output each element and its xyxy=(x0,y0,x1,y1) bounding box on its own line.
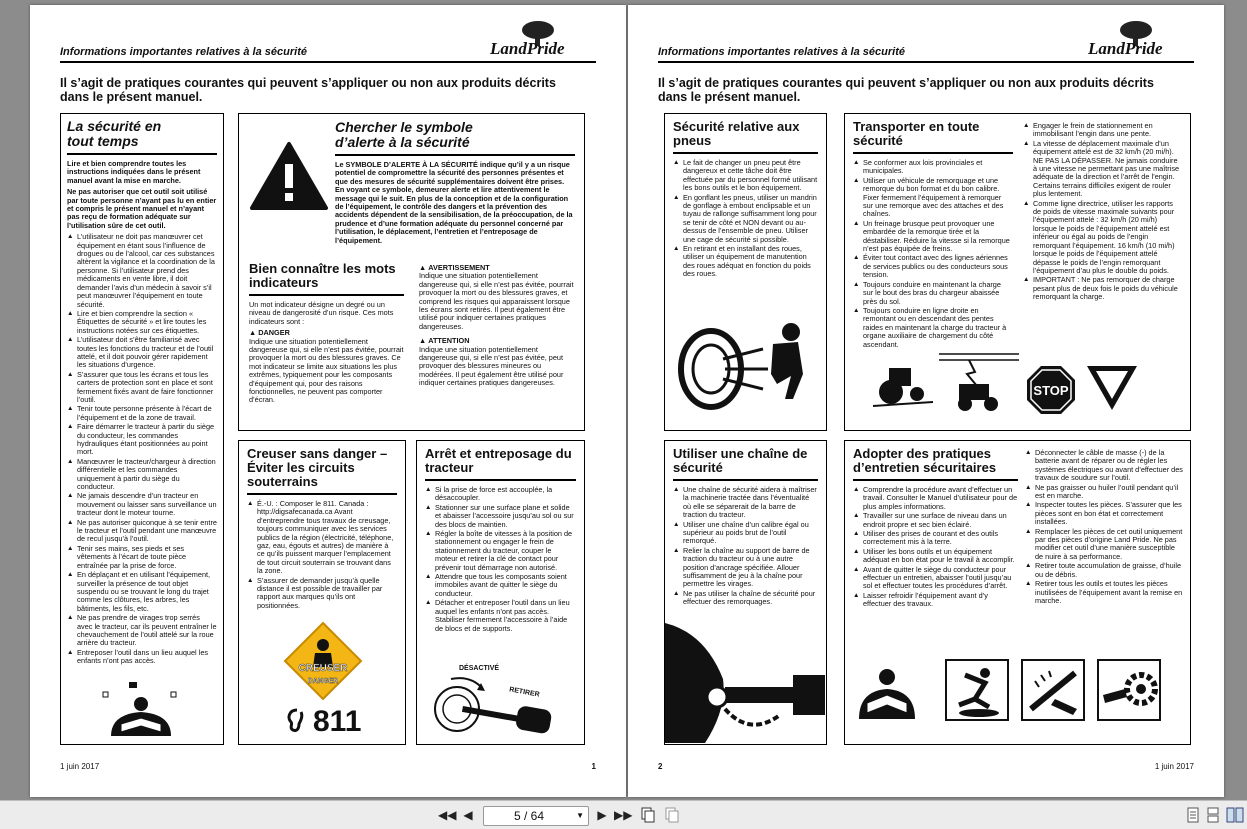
bullet-list xyxy=(1025,449,1185,605)
list-item: ▲ Si la prise de force est accouplée, la désaccoupler. xyxy=(425,486,576,503)
list-item: ▲ Avant de quitter le siège du conducteur pour effectuer un entretien, abaisser l’outil jusqu’au sol et effectuer toutes les procédures d’arrêt. xyxy=(853,566,1018,591)
two-page-layout-icon[interactable] xyxy=(1226,807,1244,823)
svg-text:LandPride: LandPride xyxy=(490,39,565,58)
double-page-view-icon[interactable] xyxy=(664,807,680,823)
list-item: ▲ Entreposer l’outil dans un lieu auquel les enfants n’ont pas accès. xyxy=(67,649,217,666)
list-item: ▲ Comprendre la procédure avant d’effectuer un travail. Consulter le Manuel d’utilisateur pour de plus amples informations. xyxy=(853,486,1018,511)
list-item: ▲ Éviter tout contact avec des lignes aériennes de services publics ou des conducteurs sous tension. xyxy=(853,254,1013,279)
bullet-list xyxy=(853,159,1013,349)
list-item: ▲ Faire démarrer le tracteur à partir du siège du conducteur, les commandes hydrauliques étant positionnées au point mort. xyxy=(67,423,217,457)
slip-hazard-icon xyxy=(945,659,1009,721)
page-header xyxy=(658,31,1194,63)
list-item: ▲ L’utilisateur ne doit pas manœuvrer cet équipement en étant sous l’influence de drogues ou de l’alcool, car ces substances altèrent la vigilance et la coordination de la personne. Si l’utilisateur prend des médicaments en vente libre, il doit demander l’avis d’un médecin à savoir s’il peut manœuvrer l’équipement en toute sécurité. xyxy=(67,233,217,309)
list-item: ▲ Toujours conduire en ligne droite en remontant ou en descendant des pentes raides en maintenant la charge du tracteur à organe auxiliaire de chargement du côté ascendant. xyxy=(853,307,1013,349)
divider xyxy=(425,479,576,481)
box-transport xyxy=(844,113,1191,431)
footer-page-number: 1 xyxy=(591,762,596,771)
viewer-toolbar xyxy=(0,800,1247,829)
yield-sign-icon xyxy=(1085,364,1139,412)
svg-text:LandPride: LandPride xyxy=(1088,39,1163,58)
box-title: Transporter en toute sécurité xyxy=(853,119,980,148)
power-line-hazard-icon xyxy=(939,350,1019,412)
list-item: ▲ Ne pas graisser ou huiler l’outil pendant qu’il est en marche. xyxy=(1025,484,1185,501)
box-tires xyxy=(664,113,827,431)
list-item: ▲ Tenir toute personne présente à l’écart de l’équipement et de la zone de travail. xyxy=(67,405,217,422)
list-item: ▲ S’assurer que tous les écrans et tous les carters de protection sont en place et sont fermement fixés avant de faire fonctionner l’outil. xyxy=(67,371,217,405)
page-header xyxy=(60,31,596,63)
first-page-icon[interactable]: ◀◀ xyxy=(438,808,457,822)
single-layout-icon[interactable] xyxy=(1186,807,1200,823)
list-item: ▲ En gonflant les pneus, utiliser un mandrin de gonflage à embout enclipsable et un tuyau de rallonge suffisamment long pour se tenir de côté et NON devant ou au-dessus de l’ensemble de pneu. Utiliser une cage de sécurité si possible. xyxy=(673,194,818,244)
caution-text: Indique une situation potentiellement dangereuse qui, si elle n’est pas évitée, peut provoquer des blessures mineures ou modérées. Il peut également être utilisé pour indiquer certaines pratiques dangereuses. xyxy=(419,344,564,388)
tire-explosion-illustration xyxy=(673,314,818,414)
list-item: ▲ Un freinage brusque peut provoquer une embardée de la remorque tirée et la déstabiliser. Réduire la vitesse si la remorque n’est pas équipée de freins. xyxy=(853,220,1013,254)
single-page-view-icon[interactable] xyxy=(640,807,656,823)
list-item: ▲ Se conformer aux lois provinciales et municipales. xyxy=(853,159,1013,176)
reading-manual-icon xyxy=(851,659,923,721)
list-item: ▲ Détacher et entreposer l’outil dans un lieu auquel les enfants n’ont pas accès. Stabiliser fermement l’accessoire à l’aide de blocs et de supports. xyxy=(425,599,576,633)
list-item: ▲ S’assurer de demander jusqu’à quelle distance il est possible de travailler par rapport aux marques qu’ils ont positionnées. xyxy=(247,577,397,611)
box-title: Chercher le symbole d’alerte à la sécurité xyxy=(335,119,473,150)
list-item: ▲ Utiliser une chaîne d’un calibre égal ou supérieur au poids brut de l’outil remorqué. xyxy=(673,521,818,546)
list-item: ▲ Comme ligne directrice, utiliser les rapports de poids de vitesse maximale suivants pour l’équipement attelé : 32 km/h (20 mi/h) lorsque le poids de l’équipement attelé est inférieur ou égal au poids de l’engin remorquant l’équipement. 16 km/h (10 mi/h) lorsque le poids de l’équipement attelé dépasse le poids de l’engin remorquant l’équipement d’au plus le double du poids. xyxy=(1023,200,1183,276)
landpride-logo xyxy=(1084,20,1194,60)
list-item: ▲ L’utilisateur doit s’être familiarisé avec toutes les fonctions du tracteur et de l’outil attelé, et il doit pouvoir gérer rapidement les situations d’urgence. xyxy=(67,336,217,370)
bullet-list xyxy=(67,233,217,665)
list-item: ▲ Toujours conduire en maintenant la charge sur le bout des bras du chargeur abaissée près du sol. xyxy=(853,281,1013,306)
stop-sign-icon xyxy=(1025,364,1077,416)
list-item: ▲ Travailler sur une surface de niveau dans un endroit propre et sec bien éclairé. xyxy=(853,512,1018,529)
bullet-list xyxy=(673,486,818,607)
box-safety-all-times xyxy=(60,113,224,745)
box-title: Arrêt et entreposage du tracteur xyxy=(425,446,572,475)
previous-page-icon[interactable]: ◀ xyxy=(463,808,473,822)
alert-body: Le SYMBOLE D’ALERTE À LA SÉCURITÉ indique qu’il y a un risque potentiel de compromettre la sécurité des personnes présentes et que des mesures de sécurité supplémentaires doivent être prises. En voyant ce symbole, demeurer alerte et lire attentivement le message qui le suit. En plus de la conception et de la configuration de l’équipement, le contrôle des dangers et la prévention des accidents dépendent de la sensibilisation, de la préoccupation, de la prudence et d’une formation adéquate du personnel concerné par l’utilisation, le déplacement, l’entretien et l’entreposage de l’équipement. xyxy=(335,160,573,245)
divider xyxy=(673,479,818,481)
footer-page-number: 2 xyxy=(658,762,663,771)
page-header-title: Informations importantes relatives à la sécurité xyxy=(60,46,307,58)
divider xyxy=(335,154,575,156)
list-item: ▲ Ne pas utiliser la chaîne de sécurité pour effectuer des remorquages. xyxy=(673,590,818,607)
list-item: ▲ En déplaçant et en utilisant l’équipement, surveiller la présence de tout objet suspendu ou se trouvant le long du trajet comme les clôtures, les arbres, les bâtiments, les fils, etc. xyxy=(67,571,217,613)
footer-date: 1 juin 2017 xyxy=(1154,762,1194,771)
page-selector[interactable] xyxy=(483,806,589,826)
list-item: ▲ É.-U. : Composer le 811. Canada : http://digsafecanada.ca Avant d’entreprendre tous travaux de creusage, toujours communiquer avec les services publics de la région (électricité, téléphone, gaz, eau, égouts et autres) de manière à ce qu’ils puissent marquer l’emplacement de tout circuit souterrain se trouvant dans la zone. xyxy=(247,500,397,576)
danger-label: DANGER xyxy=(258,328,290,338)
divider xyxy=(853,479,1018,481)
signal-words-title: Bien connaître les mots indicateurs xyxy=(249,261,396,290)
alert-mini-icon: ▲ xyxy=(249,328,259,338)
list-item: ▲ La vitesse de déplacement maximale d’un équipement attelé est de 32 km/h (20 mi/h). NE PAS LA DÉPASSER. Ne jamais conduire à une vitesse ne permettant pas une maîtrise adéquate de la direction et l’arrêt de l’engin. Certains terrains difficiles exigent de rouler plus lentement. xyxy=(1023,140,1183,199)
list-item: ▲ Une chaîne de sécurité aidera à maîtriser la machinerie tractée dans l’éventualité où elle se séparerait de la barre de traction du tracteur. xyxy=(673,486,818,520)
sharp-blade-hazard-icon xyxy=(1021,659,1085,721)
list-item: ▲ Utiliser un véhicule de remorquage et une remorque du bon format et du bon calibre. Fixer fermement l’équipement à remorquer sur une remorque avec des attaches et des chaînes. xyxy=(853,177,1013,219)
signal-words-intro: Un mot indicateur désigne un degré ou un niveau de dangerosité d’un risque. Ces mots indicateurs sont : xyxy=(249,300,394,326)
gear-entanglement-icon xyxy=(1097,659,1161,721)
paragraph: Lire et bien comprendre toutes les instructions indiquées dans le présent manuel avant la mise en marche. xyxy=(67,159,201,185)
box-title: Sécurité relative aux pneus xyxy=(673,119,800,148)
list-item: ▲ Stationner sur une surface plane et solide et abaisser l’accessoire jusqu’au sol ou sur des blocs de maintien. xyxy=(425,504,576,529)
list-item: ▲ Relier la chaîne au support de barre de traction du tracteur ou à une autre position d’ancrage spécifiée. Allouer suffisamment de jeu à la chaîne pour permettre les virages. xyxy=(673,547,818,589)
bullet-list xyxy=(853,486,1018,609)
last-page-icon[interactable]: ▶▶ xyxy=(614,808,633,822)
list-item: ▲ Utiliser des prises de courant et des outils correctement mis à la terre. xyxy=(853,530,1018,547)
bullet-list xyxy=(673,159,818,279)
list-item: ▲ Déconnecter le câble de masse (-) de la batterie avant de réparer ou de régler les systèmes électriques ou avant d’effectuer des travaux de soudure sur l’outil. xyxy=(1025,449,1185,483)
list-item: ▲ Ne jamais descendre d’un tracteur en mouvement ou laisser sans surveillance un tracteur dont le moteur tourne. xyxy=(67,492,217,517)
box-title: Creuser sans danger – Éviter les circuits souterrains xyxy=(247,446,388,489)
box-title: Utiliser une chaîne de sécurité xyxy=(673,446,808,475)
list-item: ▲ Inspecter toutes les pièces. S’assurer que les pièces sont en bon état et correctement installées. xyxy=(1025,501,1185,526)
footer-date: 1 juin 2017 xyxy=(60,762,100,771)
list-item: ▲ Ne pas autoriser quiconque à se tenir entre le tracteur et l’outil pendant une manœuvre de recul jusqu’à l’outil. xyxy=(67,519,217,544)
label-off: DÉSACTIVÉ xyxy=(459,665,500,672)
bullet-list xyxy=(247,500,397,610)
ear-icon xyxy=(283,706,305,734)
danger-text: Indique une situation potentiellement dangereuse qui, si elle n’est pas évitée, pourrait provoquer la mort ou des blessures graves. Ce mot indicateur se limite aux situations les plus extrêmes, typiquement pour les composants d’équipement qui, pour des raisons fonctionnelles, ne peuvent pas comporter d’écran. xyxy=(249,336,404,405)
list-item: ▲ Retirer tous les outils et toutes les pièces inutilisées de l’équipement avant la remise en marche. xyxy=(1025,580,1185,605)
divider xyxy=(853,152,1013,154)
alert-mini-icon: ▲ xyxy=(419,263,429,272)
list-item: ▲ Régler la boîte de vitesses à la position de stationnement ou engager le frein de stationnement du tracteur, couper le moteur et retirer la clé de contact pour prévenir tout démarrage non autorisé. xyxy=(425,530,576,572)
dig-safe-number: 811 xyxy=(313,705,362,738)
list-item: ▲ Remplacer les pièces de cet outil uniquement par des pièces d’origine Land Pride. Ne pas modifier cet outil d’une manière susceptible de nuire à sa performance. xyxy=(1025,528,1185,562)
divider xyxy=(67,153,217,155)
page-header-title: Informations importantes relatives à la sécurité xyxy=(658,46,905,58)
list-item: ▲ Lire et bien comprendre la section « Étiquettes de sécurité » et lire toutes les instructions notées sur ces étiquettes. xyxy=(67,310,217,335)
box-dig-safe xyxy=(238,440,406,745)
list-item: ▲ Ne pas prendre de virages trop serrés avec le tracteur, car ils peuvent entraîner le chevauchement de l’outil attelé sur la roue arrière du tracteur. xyxy=(67,614,217,648)
document-page-2 xyxy=(628,5,1224,797)
divider xyxy=(673,152,818,154)
divider xyxy=(247,493,397,495)
alert-mini-icon: ▲ xyxy=(419,336,429,346)
landpride-logo xyxy=(486,20,596,60)
paragraph: Ne pas autoriser que cet outil soit utilisé par toute personne n’ayant pas lu en entier et compris le présent manuel et n’ayant pas reçu de formation adéquate sur l’utilisation sûre de cet outil. xyxy=(67,187,217,230)
box-stop-tractor xyxy=(416,440,585,745)
svg-text:DANGER: DANGER xyxy=(307,678,339,685)
list-item: ▲ Manœuvrer le tracteur/chargeur à direction différentielle et les commandes uniquement à partir du siège du conducteur. xyxy=(67,458,217,492)
list-item: ▲ En retirant et en installant des roues, utiliser un équipement de manutention des roues adéquat en fonction du poids des roues. xyxy=(673,245,818,279)
box-maintenance xyxy=(844,440,1191,745)
chevron-down-icon: ▼ xyxy=(576,811,584,820)
safety-chain-illustration xyxy=(665,619,825,743)
ignition-key-illustration xyxy=(431,673,571,737)
bullet-list xyxy=(1023,122,1183,302)
page-indicator: 5 / 64 xyxy=(513,809,545,823)
bullet-list xyxy=(425,486,576,633)
warning-label: AVERTISSEMENT xyxy=(428,263,490,272)
next-page-icon[interactable]: ▶ xyxy=(597,808,607,822)
label-remove: RETIRER xyxy=(508,686,541,699)
divider xyxy=(249,294,404,296)
svg-text:CREUSER: CREUSER xyxy=(298,663,348,674)
intro-text: Il s’agit de pratiques courantes qui peuvent s’appliquer ou non aux produits décrits dans le présent manuel. xyxy=(60,76,556,104)
tractor-rollover-icon xyxy=(873,360,933,410)
intro-text: Il s’agit de pratiques courantes qui peuvent s’appliquer ou non aux produits décrits dans le présent manuel. xyxy=(658,76,1154,104)
list-item: ▲ Le fait de changer un pneu peut être dangereux et cette tâche doit être effectuée par du personnel formé utilisant les bons outils et le bon équipement. xyxy=(673,159,818,193)
warning-text: Indique une situation potentiellement dangereuse qui, si elle n’est pas évitée, pourrait provoquer la mort ou des blessures graves, et comprend les risques qui apparaissent lorsque les écrans sont retirés. Il peut également être utilisé pour indiquer certaines pratiques dangereuses. xyxy=(419,271,574,331)
box-title: Adopter des pratiques d’entretien sécuritaires xyxy=(853,446,997,475)
stop-sign-text: STOP xyxy=(1033,383,1069,398)
caution-label: ATTENTION xyxy=(428,336,470,346)
continuous-layout-icon[interactable] xyxy=(1206,807,1220,823)
dig-safe-logo xyxy=(283,621,363,701)
list-item: ▲ Tenir ses mains, ses pieds et ses vêtements à l’écart de toute pièce entraînée par la prise de force. xyxy=(67,545,217,570)
list-item: ▲ Engager le frein de stationnement en immobilisant l’engin dans une pente. xyxy=(1023,122,1183,139)
reading-manual-illustration xyxy=(91,680,191,738)
box-safety-chain xyxy=(664,440,827,745)
list-item: ▲ Attendre que tous les composants soient immobiles avant de quitter le siège du conducteur. xyxy=(425,573,576,598)
list-item: ▲ Retirer toute accumulation de graisse, d’huile ou de débris. xyxy=(1025,562,1185,579)
safety-alert-icon xyxy=(249,140,329,212)
box-alert-symbol xyxy=(238,113,585,431)
list-item: ▲ Utiliser les bons outils et un équipement adéquat en bon état pour le travail à accomplir. xyxy=(853,548,1018,565)
list-item: ▲ Laisser refroidir l’équipement avant d’y effectuer des travaux. xyxy=(853,592,1018,609)
document-page-1 xyxy=(30,5,626,797)
list-item: ▲ IMPORTANT : Ne pas remorquer de charge pesant plus de deux fois le poids du véhicule remorquant la charge. xyxy=(1023,276,1183,301)
box-title: La sécurité en tout temps xyxy=(67,118,162,149)
